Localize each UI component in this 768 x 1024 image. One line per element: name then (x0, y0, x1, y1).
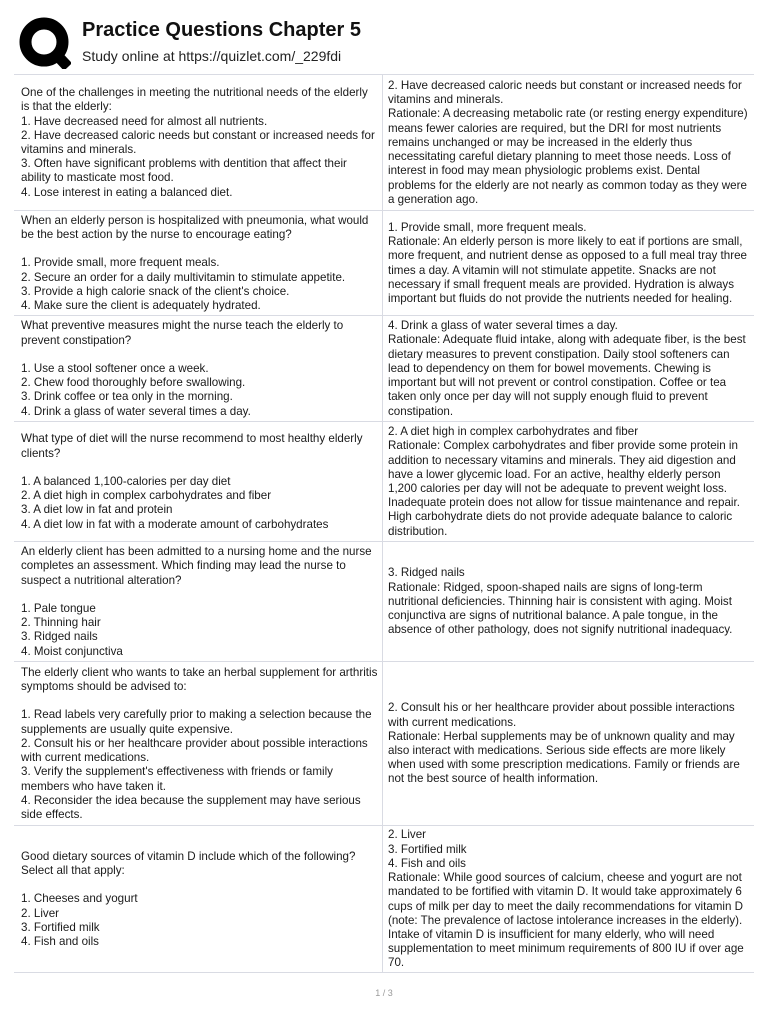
card-answer: 2. Liver 3. Fortified milk 4. Fish and oils Rationale: While good sources of calcium, cheese and yogurt are not mandated to be fortified with vitamin D. It would take approximately 6 cups of milk per day to meet the daily recommendations for vitamin D (note: The prevalence of lactose intolerance increases in the elderly). Intake of vitamin D is insufficient for many elderly, who will need supplementation to meet minimum requirements of 800 IU if over age 70. (382, 826, 754, 973)
card-answer: 1. Provide small, more frequent meals. Rationale: An elderly person is more likely to eat if portions are small, more frequent, and nutrient dense as opposed to a full meal tray three times a day. A vitamin will not stimulate appetite. Snacks are not necessary if small frequent meals are provided. Hydration is always important but fluids do not provide the nutrients needed for healing. (382, 211, 754, 316)
flashcard (14, 825, 754, 973)
page-header (0, 0, 768, 74)
card-answer: 2. Consult his or her healthcare provider about possible interactions with current medications. Rationale: Herbal supplements may be of unknown quality and may also interact with medications. Serious side effects are more likely when used with some prescription medications. Family or friends are not the best source of health information. (382, 662, 754, 826)
flashcard (14, 421, 754, 542)
flashcard (14, 661, 754, 826)
card-answer: 2. Have decreased caloric needs but constant or increased needs for vitamins and minerals. Rationale: A decreasing metabolic rate (or resting energy expenditure) means fewer calories are required, but the DRI for most nutrients remains unchanged or may be increased in the elderly thus necessitating careful dietary planning to meet those needs. Loss of interest in food may mean physiologic problems exist. Dental problems for the elderly are not nearly as common today as they were a generation ago. (382, 75, 754, 211)
card-question: What preventive measures might the nurse teach the elderly to prevent constipation? 1. Use a stool softener once a week. 2. Chew food thoroughly before swallowing. 3. Drink coffee or tea only in the morning. 4. Drink a glass of water several times a day. (21, 319, 347, 418)
card-question: An elderly client has been admitted to a nursing home and the nurse completes an assessment. Which finding may lead the nurse to suspect a nutritional alteration? 1. Pale tongue 2. Thinning hair 3. Ridged nails 4. Moist conjunctiva (21, 545, 375, 658)
divider (14, 972, 754, 973)
card-answer: 3. Ridged nails Rationale: Ridged, spoon-shaped nails are signs of long-term nutritional deficiencies. Thinning hair is consistent with aging. Moist conjunctiva are signs of nutritional balance. A pale tongue, in the absence of other pathology, does not signify nutritional inadequacy. (382, 542, 754, 662)
flashcard (14, 74, 754, 211)
study-online-link[interactable]: Study online at https://quizlet.com/_229fdi (82, 48, 342, 64)
page-title: Practice Questions Chapter 5 (82, 19, 361, 41)
card-question: Good dietary sources of vitamin D include which of the following? Select all that apply: 1. Cheeses and yogurt 2. Liver 3. Fortified milk 4. Fish and oils (21, 849, 359, 948)
card-answer: 2. A diet high in complex carbohydrates and fiber Rationale: Complex carbohydrates and fiber provide some protein in addition to necessary vitamins and minerals. They aid digestion and have a lower glycemic load. For an active, healthy elderly person 1,200 calories per day will not be adequate to prevent weight loss. Inadequate protein does not allow for tissue maintenance and repair. High carbohydrate diets do not provide adequate balance to caloric distribution. (382, 422, 754, 542)
flashcard (14, 541, 754, 662)
card-question: The elderly client who wants to take an herbal supplement for arthritis symptoms should be advised to: 1. Read labels very carefully prior to making a selection because the supplements are usually quite expensive. 2. Consult his or her healthcare provider about possible interactions with current medications. 3. Verify the supplement's effectiveness with friends or family members who have taken it. 4. Reconsider the idea because the supplement may have serious side effects. (21, 665, 381, 821)
quizlet-q-logo-icon (19, 17, 71, 69)
flashcard (14, 315, 754, 422)
flashcard (14, 210, 754, 316)
card-question: What type of diet will the nurse recommend to most healthy elderly clients? 1. A balanced 1,100-calories per day diet 2. A diet high in complex carbohydrates and fiber 3. A diet low in fat and protein 4. A diet low in fat with a moderate amount of carbohydrates (21, 432, 366, 531)
page-indicator: 1 / 3 (375, 988, 393, 998)
card-question: One of the challenges in meeting the nutritional needs of the elderly is that the elderly: 1. Have decreased need for almost all nutrients. 2. Have decreased caloric needs but constant or increased needs for vitamins and minerals. 3. Often have significant problems with dentition that affect their ability to masticate most food. 4. Lose interest in eating a balanced diet. (21, 86, 379, 199)
card-answer: 4. Drink a glass of water several times a day. Rationale: Adequate fluid intake, along with adequate fiber, is the best dietary measures to prevent constipation. Daily stool softeners can lead to dependency on them for bowel movements. Chewing is important but will not prevent or control constipation. Coffee or tea taken only once per day will not supply enough fluid to prevent constipation. (382, 316, 754, 422)
card-question: When an elderly person is hospitalized with pneumonia, what would be the best action by the nurse to encourage eating? 1. Provide small, more frequent meals. 2. Secure an order for a daily multivitamin to stimulate appetite. 3. Provide a high calorie snack of the client's choice. 4. Make sure the client is adequately hydrated. (21, 213, 372, 312)
